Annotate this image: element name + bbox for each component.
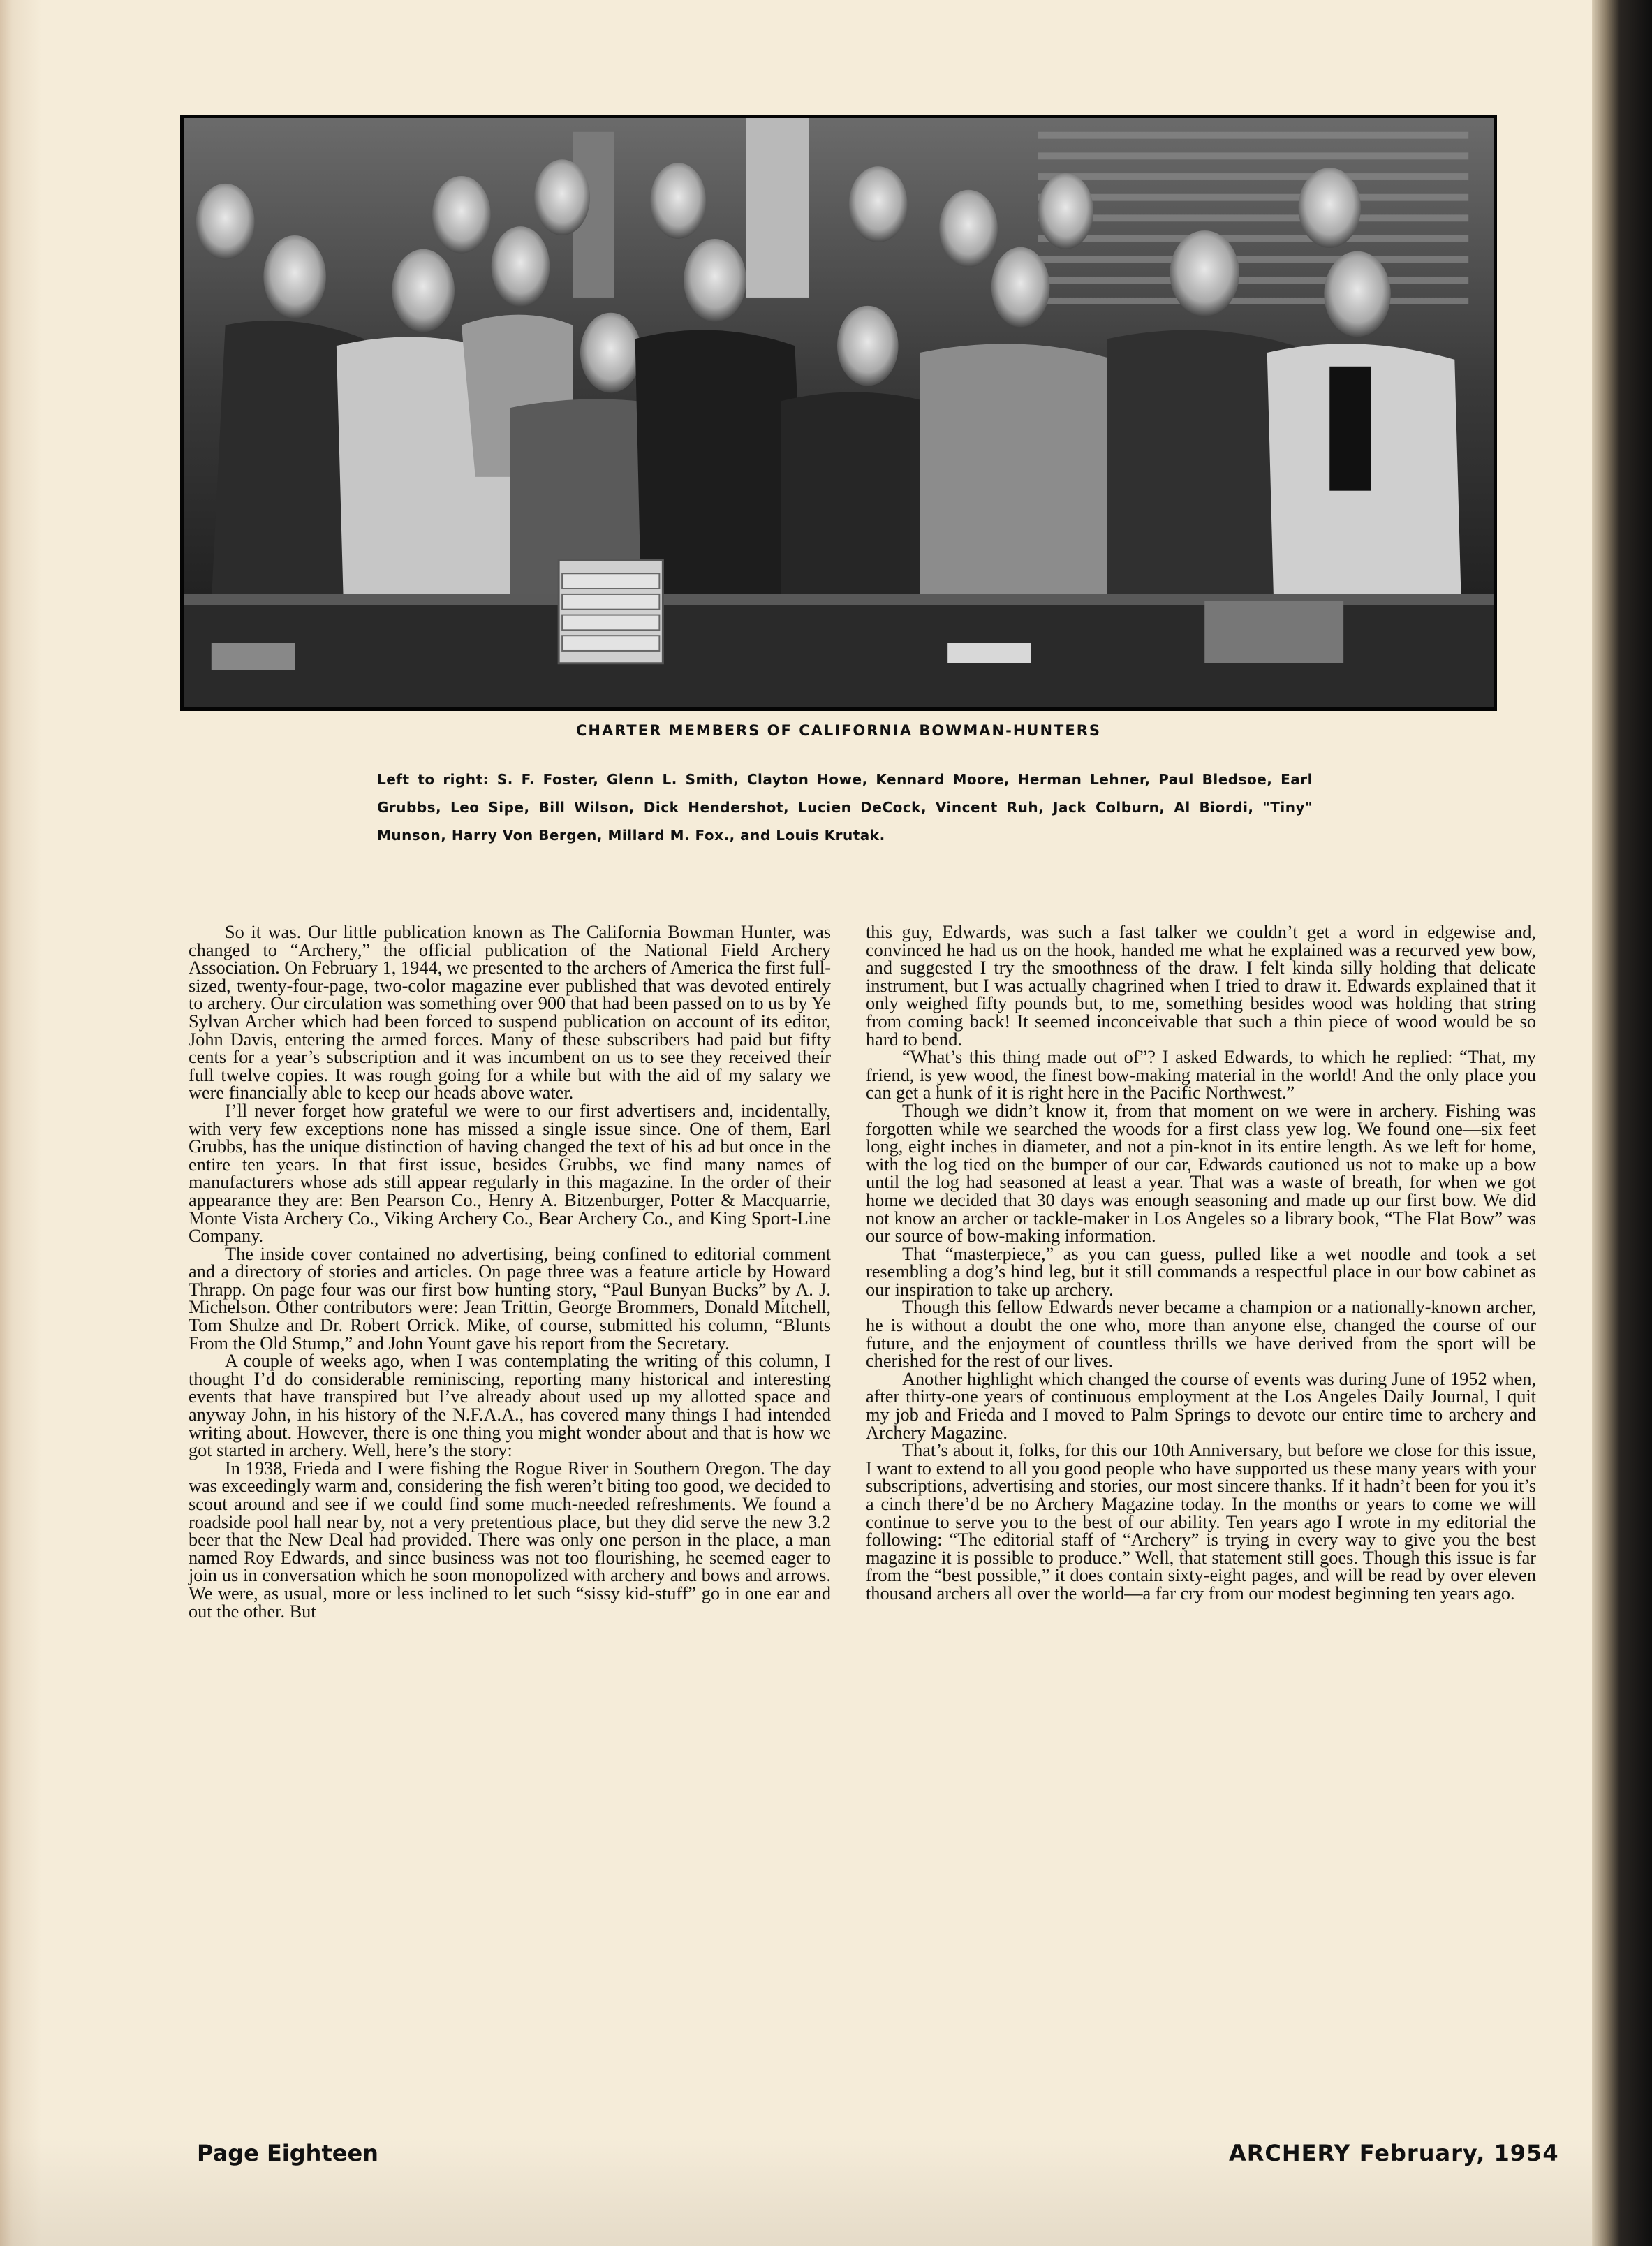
- article-paragraph: Another highlight which changed the course of events was during June of 1952 when, after thirty-one years of continuous employment at the Los Angeles Daily Journal, I quit my job and Frieda and I moved to Palm Springs to devote our entire time to archery and Archery Magazine.: [866, 1368, 1536, 1443]
- article-right-column: [866, 923, 1536, 1603]
- group-photo-image: [184, 118, 1494, 707]
- article-paragraph: So it was. Our little publication known as The California Bowman Hunter, was changed to “Archery,” the official publication of the National Field Archery Association. On February 1, 1944, we presented to the archers of America the first full-sized, twenty-four-page, two-color magazine ever published that was devoted entirely to archery. Our circulation was something over 900 that had been passed on to us by Ye Sylvan Archer which had been forced to suspend publication on account of its editor, John Davis, entering the armed forces. Many of these subscribers had paid but fifty cents for a year’s subscription and it was incumbent on us to see they received their full twelve copies. It was rough going for a while but with the aid of my salary we were financially able to keep our heads above water.: [189, 922, 831, 1103]
- magazine-issue-label: ARCHERY February, 1954: [1229, 2140, 1559, 2166]
- group-photograph: [180, 115, 1497, 711]
- article-paragraph: That’s about it, folks, for this our 10th Anniversary, but before we close for this issue, I want to extend to all you good people who have supported us these many years with your subscriptions, advertising and stories, our most sincere thanks. If it hadn’t been for you it’s a cinch there’d be no Archery Magazine today. In the months or years to come we will continue to serve you to the best of our ability. Ten years ago I wrote in my editorial the following: “The editorial staff of “Archery” is trying in every way to give you the best magazine it is possible to produce.” Well, that statement still goes. Though this issue is far from the “best possible,” it does contain sixty-eight pages, and will be read by over eleven thousand archers all over the world—a far cry from our modest beginning ten years ago.: [866, 1440, 1536, 1603]
- photo-caption-members: Left to right: S. F. Foster, Glenn L. Smith, Clayton Howe, Kennard Moore, Herman Lehner, Paul Bledsoe, Earl Grubbs, Leo Sipe, Bill Wilson, Dick Hendershot, Lucien DeCock, Vincent Ruh, Jack Colburn, Al Biordi, "Tiny" Munson, Harry Von Bergen, Millard M. Fox., and Louis Krutak.: [377, 771, 1313, 844]
- photo-caption-title: CHARTER MEMBERS OF CALIFORNIA BOWMAN-HUNTERS: [575, 722, 1102, 739]
- article-paragraph: The inside cover contained no advertising, being confined to editorial comment and a directory of stories and articles. On page three was a feature article by Howard Thrapp. On page four was our first bow hunting story, “Paul Bunyan Bucks” by A. J. Michelson. Other contributors were: Jean Trittin, George Brommers, Donald Mitchell, Tom Shulze and Dr. Robert Orrick. Mike, of course, submitted his column, “Blunts From the Old Stump,” and John Yount gave his report from the Secretary.: [189, 1243, 831, 1353]
- page-edge-shadow: [1592, 0, 1652, 2246]
- article-paragraph: Though this fellow Edwards never became a champion or a nationally-known archer, he is without a doubt the one who, more than anyone else, changed the course of our future, and the enjoyment of countless thrills we have derived from the sport will be cherished for the rest of our lives.: [866, 1297, 1536, 1372]
- article-paragraph: I’ll never forget how grateful we were to our first advertisers and, incidentally, with very few exceptions none has missed a single issue since. One of them, Earl Grubbs, has the unique distinction of having changed the text of his ad but once in the entire ten years. In that first issue, besides Grubbs, we find many names of manufacturers whose ads still appear regularly in this magazine. In the order of their appearance they are: Ben Pearson Co., Henry A. Bitzenburger, Potter & Macquarrie, Monte Vista Archery Co., Viking Archery Co., Bear Archery Co., and King Sport-Line Company.: [189, 1100, 831, 1247]
- article-paragraph-continuation: this guy, Edwards, was such a fast talker we couldn’t get a word in edgewise and, convinced he had us on the hook, handed me what he explained was a recurved yew bow, and suggested I try the smoothness of the draw. I felt kinda silly holding that delicate instrument, but I was actually chagrined when I tried to draw it. Edwards explained that it only weighed fifty pounds but, to me, something besides wood was holding that string from coming back! It seemed inconceivable that such a thin piece of wood would be so hard to bend.: [866, 922, 1536, 1050]
- article-paragraph: That “masterpiece,” as you can guess, pulled like a wet noodle and took a set resembling a dog’s hind leg, but it still commands a respectful place in our bow cabinet as our inspiration to take up archery.: [866, 1243, 1536, 1300]
- article-left-column: [189, 923, 831, 1620]
- article-paragraph: In 1938, Frieda and I were fishing the Rogue River in Southern Oregon. The day was exceedingly warm and, considering the fish weren’t biting too good, we decided to scout around and see if we could find some much-needed refreshments. We found a roadside pool hall near by, not a very pretentious place, but they did serve the new 3.2 beer that the New Deal had provided. There was only one person in the place, a man named Roy Edwards, and since business was not too flourishing, he seemed eager to join us in conversation which he soon monopolized with archery and bows and arrows. We were, as usual, more or less inclined to let such “sissy kid-stuff” go in one ear and out the other. But: [189, 1458, 831, 1622]
- page-number-label: Page Eighteen: [197, 2140, 378, 2166]
- article-paragraph: Though we didn’t know it, from that moment on we were in archery. Fishing was forgotten while we searched the woods for a first class yew log. We found one—six feet long, eight inches in diameter, and not a pin-knot in its entire length. As we left for home, with the log tied on the bumper of our car, Edwards cautioned us not to make up a bow until the log had seasoned at least a year. That was a waste of breath, for when we got home we decided that 30 days was enough seasoning and made up our first bow. We did not know an archer or tackle-maker in Los Angeles so a library book, “The Flat Bow” was our source of bow-making information.: [866, 1100, 1536, 1247]
- article-paragraph: A couple of weeks ago, when I was contemplating the writing of this column, I thought I’d do considerable reminiscing, reporting many historical and interesting events that have transpired but I’ve already about used up my allotted space and anyway John, in his history of the N.F.A.A., has covered many things I had intended writing about. However, there is one thing you might wonder about and that is how we got started in archery. Well, here’s the story:: [189, 1351, 831, 1461]
- article-paragraph: “What’s this thing made out of”? I asked Edwards, to which he replied: “That, my friend, is yew wood, the finest bow-making material in the world! And the only place you can get a hunk of it is right here in the Pacific Northwest.”: [866, 1047, 1536, 1103]
